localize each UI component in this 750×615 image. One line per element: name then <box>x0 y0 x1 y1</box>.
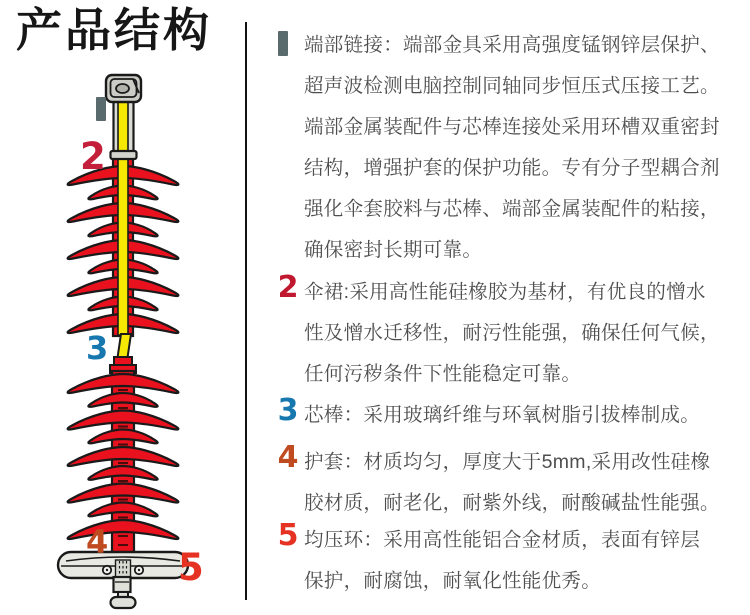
section-number: 3 <box>277 393 299 428</box>
ball-foot <box>111 597 136 608</box>
section-number: 2 <box>277 270 299 305</box>
diagram-label-1-bar <box>96 97 106 121</box>
section-grading-ring <box>270 520 748 602</box>
grading-ring <box>58 552 188 578</box>
diagram-label-3: 3 <box>86 329 109 367</box>
section-end-fitting <box>270 25 748 271</box>
section-core-rod <box>270 395 748 436</box>
diagram-label-5: 5 <box>178 546 204 589</box>
diagram-label-2: 2 <box>80 135 106 178</box>
bottom-end-fitting <box>111 577 136 608</box>
section-number: 4 <box>277 440 299 475</box>
insulator-drawing <box>20 60 245 615</box>
diagram-label-4: 4 <box>86 523 109 561</box>
section-number-1-bar <box>278 31 288 56</box>
section-text: 芯棒：采用玻璃纤维与环氧树脂引拔棒制成。 <box>304 404 701 426</box>
insulator-diagram <box>20 60 245 615</box>
description-column <box>270 0 748 615</box>
top-cap-fitting <box>106 75 141 102</box>
page-title: 产品结构 <box>16 4 212 56</box>
section-text: 伞裙:采用高性能硅橡胶为基材，有优良的憎水 性及憎水迁移性，耐污性能强，确保任何气候， 任何污秽条件下性能稳定可靠。 <box>304 281 720 385</box>
clevis-hole <box>116 84 129 93</box>
section-text: 护套：材质均匀，厚度大于5mm,采用改性硅橡 胶材质，耐老化，耐紫外线，耐酸碱盐性能强。 <box>304 451 720 514</box>
section-number: 5 <box>277 518 299 553</box>
vertical-divider <box>245 22 247 600</box>
core-rod-stripe <box>118 102 128 335</box>
section-sheath <box>270 442 748 524</box>
lower-sheath-section <box>68 357 179 561</box>
flange-ring <box>111 151 137 159</box>
section-shed <box>270 272 748 395</box>
section-text: 均压环：采用高性能铝合金材质，表面有锌层 保护，耐腐蚀，耐氧化性能优秀。 <box>304 529 701 592</box>
section-text: 端部链接：端部金具采用高强度锰钢锌层保护、 超声波检测电脑控制同轴同步恒压式压接工艺。 端部金属装配件与芯棒连接处采用环槽双重密封 结构，增强护套的保护功能。专有分子型耦合剂 强化伞套胶料与芯棒、端部金属装配件的粘接， 确保密封长期可靠。 <box>304 34 720 261</box>
